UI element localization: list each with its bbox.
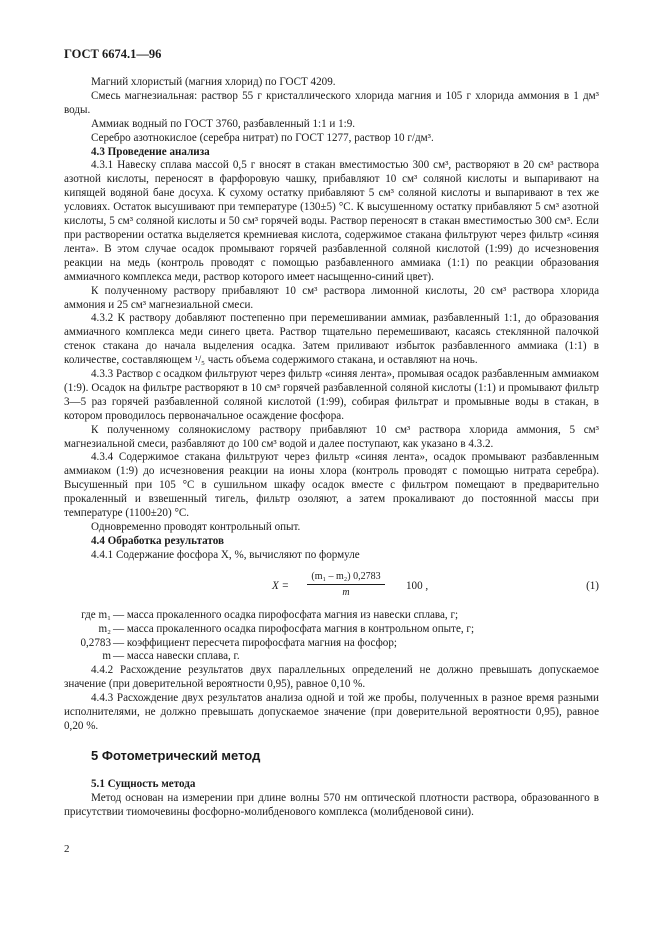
page-number: 2 xyxy=(64,843,70,855)
section-5-heading: 5 Фотометрический метод xyxy=(91,747,261,763)
reagent-line: Смесь магнезиальная: раствор 55 г кристаллического хлорида магния и 105 г хлорида аммония в 1 дм³ воды. xyxy=(64,89,599,116)
definition-text: — масса прокаленного осадка пирофосфата магния в контрольном опыте, г; xyxy=(113,622,475,635)
section-4-3-heading: 4.3 Проведение анализа xyxy=(91,145,210,158)
formula-multiplier: 100 , xyxy=(406,579,429,592)
reagent-line: Серебро азотнокислое (серебра нитрат) по ГОСТ 1277, раствор 10 г/дм³. xyxy=(91,131,434,144)
paragraph: 4.3.4 Содержимое стакана фильтруют через фильтр «синяя лента», осадок промывают разбавленным аммиаком (1:9) до исчезновения реакции на ионы хлора (контроль проводят с помощью нитрата серебра). Высушенный при 105 °С в сушильном шкафу осадок вместе с фильтром помещают в предварительно прокаленный и взвешенный тигель, фильтр озоляют, а затем прокаливают до постоянной массы при температуре (1100±20) °С. xyxy=(64,451,599,520)
formula-intro: 4.4.1 Содержание фосфора X, %, вычисляют по формуле xyxy=(91,548,360,561)
definition-text: — коэффициент пересчета пирофосфата магния на фосфор; xyxy=(113,636,397,649)
formula-lhs: X = xyxy=(272,579,290,592)
formula-fraction xyxy=(288,570,404,600)
definition-row xyxy=(64,609,599,623)
formula-denominator: m xyxy=(342,586,350,598)
formula-definitions xyxy=(64,609,599,665)
definition-row xyxy=(64,637,599,651)
definition-text: — масса прокаленного осадка пирофосфата магния из навески сплава, г; xyxy=(113,608,459,621)
reagent-line: Магний хлористый (магния хлорид) по ГОСТ 4209. xyxy=(91,76,336,88)
formula-number: (1) xyxy=(586,579,599,592)
definition-symbol: m₂ xyxy=(98,622,111,635)
paragraph: 4.3.2 К раствору добавляют постепенно при перемешивании аммиак, разбавленный 1:1, до образования аммиачного комплекса меди синего цвета. Раствор тщательно перемешивают, касаясь стеклянной палочкой стенок стакана до начала выделения осадка. Затем приливают избыток разбавленного аммиака (1:1) в количестве, составляющем ¹/₅ часть объема содержимого стакана, и оставляют на ночь. xyxy=(64,312,599,367)
definition-row xyxy=(64,623,599,637)
definition-text: — масса навески сплава, г. xyxy=(113,650,240,663)
paragraph: 4.4.2 Расхождение результатов двух параллельных определений не должно превышать допускаемое значение (при доверительной вероятности 0,95), равное 0,10 %. xyxy=(64,664,599,691)
paragraph: К полученному раствору прибавляют 10 см³ раствора лимонной кислоты, 20 см³ раствора хлорида аммония и 25 см³ магнезиальной смеси. xyxy=(64,284,599,311)
reagent-line: Аммиак водный по ГОСТ 3760, разбавленный 1:1 и 1:9. xyxy=(91,117,356,130)
paragraph: К полученному солянокислому раствору прибавляют 10 см³ раствора хлорида аммония, 5 см³ магнезиальной смеси, разбавляют до 100 см³ водой и далее поступают, как указано в 4.3.2. xyxy=(64,423,599,450)
paragraph: 4.3.3 Раствор с осадком фильтруют через фильтр «синяя лента», промывая осадок разбавленным аммиаком (1:9). Осадок на фильтре растворяют в 10 см³ горячей разбавленной соляной кислоты (1:1) и промывают фильтр 3—5 раз горячей разбавленной соляной кислотой (1:99), собирая фильтрат и промывные воды в стакан, в котором проводилось первоначальное осаждение фосфора. xyxy=(64,368,599,422)
paragraph: Метод основан на измерении при длине волны 570 нм оптической плотности раствора, образованного в присутствии тиомочевины фосфорно-молибденового комплекса (молибденовой сини). xyxy=(64,791,599,818)
section-5-1-heading: 5.1 Сущность метода xyxy=(91,777,196,790)
paragraph: Одновременно проводят контрольный опыт. xyxy=(91,521,301,533)
definition-symbol: 0,2783 xyxy=(80,636,111,649)
definition-symbol: m xyxy=(102,650,111,663)
definition-symbol: где m₁ xyxy=(81,608,111,621)
page-content xyxy=(64,76,599,820)
paragraph: 4.4.3 Расхождение двух результатов анализа одной и той же пробы, полученных в разное время разными исполнителями, не должно превышать допускаемое значение (при доверительной вероятности 0,95), равное 0,20 %. xyxy=(64,692,599,732)
section-4-4-heading: 4.4 Обработка результатов xyxy=(91,534,224,547)
definition-row xyxy=(64,650,599,664)
formula-block xyxy=(64,569,599,605)
formula-numerator: (m₁ – m₂) 0,2783 xyxy=(307,570,384,585)
document-header: ГОСТ 6674.1—96 xyxy=(64,47,162,61)
paragraph: 4.3.1 Навеску сплава массой 0,5 г вносят в стакан вместимостью 300 см³, растворяют в 20 см³ раствора азотной кислоты, переносят в фарфоровую чашку, прибавляют 10 см³ соляной кислоты и выпаривают на кипящей водяной бане досуха. К сухому остатку прибавляют 5 см³ соляной кислоты и выпаривают в тех же условиях. Остаток высушивают при температуре (130±5) °С. К высушенному остатку прибавляют 5 см³ азотной кислоты, 5 см³ соляной кислоты и 50 см³ горячей воды. Раствор переносят в стакан вместимостью 300 см³. Если при растворении остатка выделяется кремниевая кислота, содержимое стакана фильтруют через фильтр «синяя лента». В этом случае осадок промывают горячей разбавленной соляной кислотой (1:99) до исчезновения реакции на медь (контроль проводят с помощью разбавленного аммиака (1:1) по реакции образования аммиачного комплекса меди, раствор которого имеет насыщенно-синий цвет). xyxy=(64,159,599,283)
